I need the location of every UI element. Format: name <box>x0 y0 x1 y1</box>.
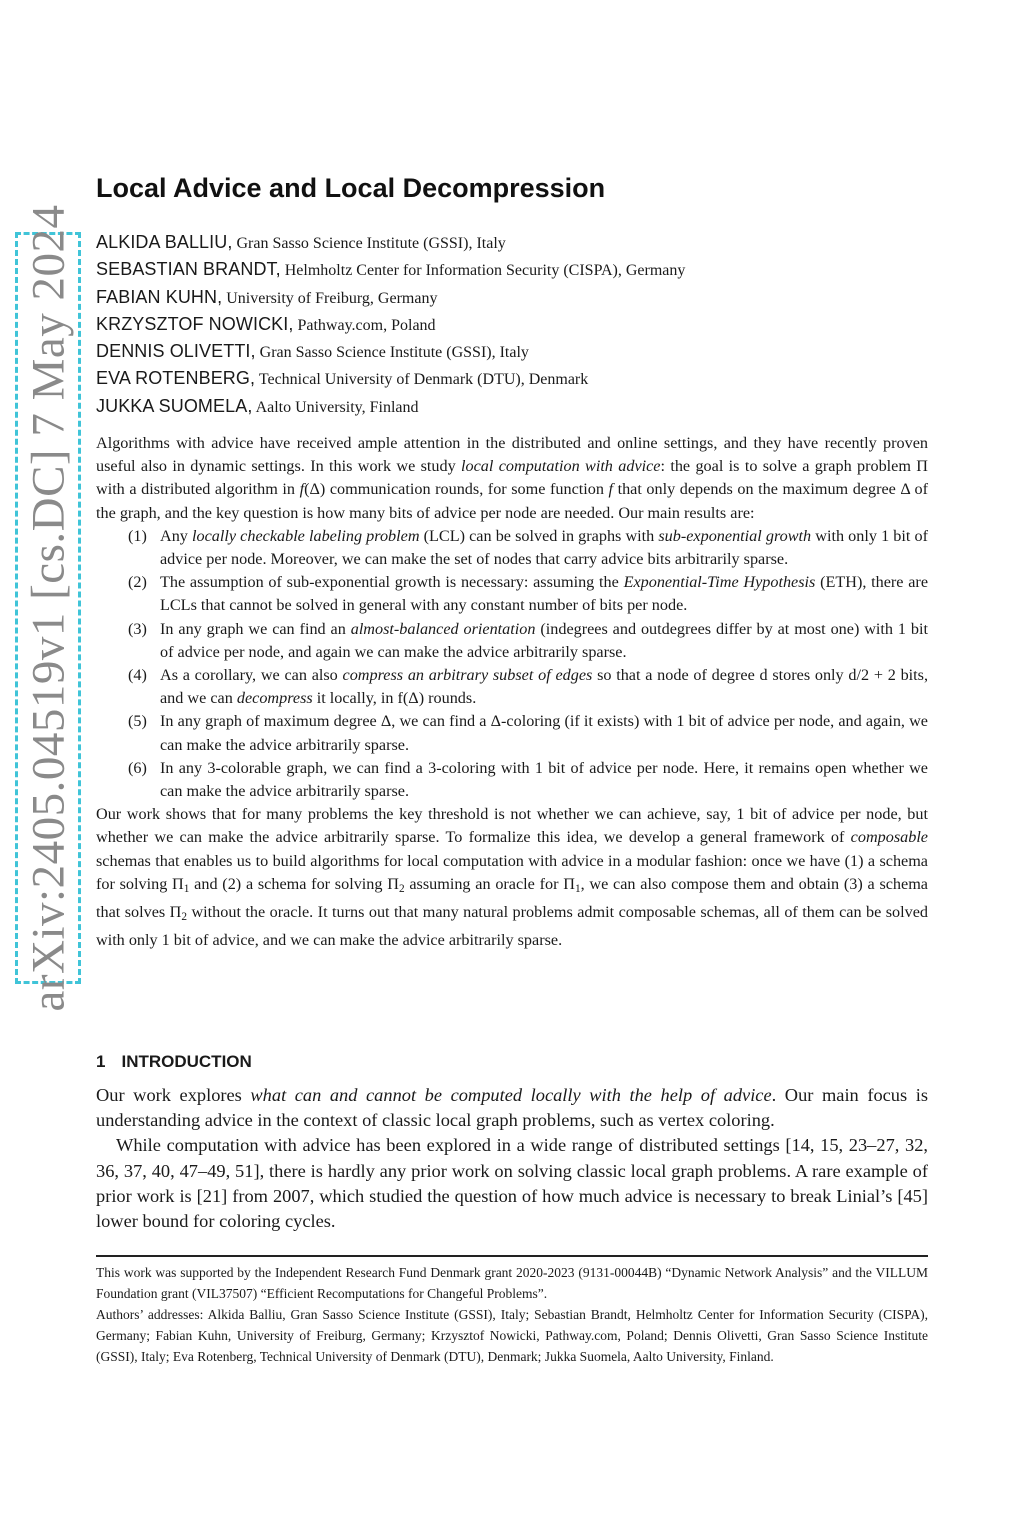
subscript: 2 <box>181 911 188 924</box>
text-run: and (2) a schema for solving Π <box>189 874 399 893</box>
results-list <box>96 525 928 803</box>
funding-note: This work was supported by the Independent Research Fund Denmark grant 2020-2023 (9131-00044B) “Dynamic Network Analysis” and the VILLUM Foundation grant (VIL37507) “Efficient Recomputations for Changeful Problems”. <box>96 1265 928 1301</box>
paper-title: Local Advice and Local Decompression <box>96 173 606 203</box>
emphasis: compress an arbitrary subset of edges <box>342 666 593 685</box>
abstract-paragraph <box>96 432 928 525</box>
author-name: KRZYSZTOF NOWICKI, <box>96 313 294 334</box>
author-affiliation: Aalto University, Finland <box>252 398 419 416</box>
body-paragraph <box>96 1083 928 1133</box>
author-name: JUKKA SUOMELA, <box>96 395 253 416</box>
text-run: As a corollary, we can also <box>160 666 343 685</box>
introduction-body <box>96 1083 928 1234</box>
text-run: (indegrees and outdegrees differ by at most one) with 1 bit of advice per node, and again we can make the advice arbitrarily sparse. <box>160 619 929 661</box>
result-number: (4) <box>128 666 147 685</box>
text-run: Our work explores <box>96 1085 251 1105</box>
text-run: The assumption of sub-exponential growth is necessary: assuming the <box>160 573 624 592</box>
author-item <box>96 396 685 423</box>
text-run: Our work shows that for many problems the key threshold is not whether we can achieve, say, 1 bit of advice per node, but whether we can make the advice arbitrarily sparse. To formalize this idea, we develop a general framework of <box>96 805 928 847</box>
arxiv-stamp <box>15 204 81 1012</box>
author-affiliation: Pathway.com, Poland <box>293 316 436 334</box>
author-list <box>96 232 685 423</box>
body-paragraph: While computation with advice has been explored in a wide range of distributed settings [14, 15, 23–27, 32, 36, 37, 40, 47–49, 51], there is hardly any prior work on solving classic local graph problems. A rare example of prior work is [21] from 2007, which studied the question of how much advice is necessary to break Linial’s [45] lower bound for coloring cycles. <box>96 1135 928 1232</box>
result-number: (1) <box>128 526 147 545</box>
addresses-note: Authors’ addresses: Alkida Balliu, Gran Sasso Science Institute (GSSI), Italy; Sebastian Brandt, Helmholtz Center for Information Security (CISPA), Germany; Fabian Kuhn, University of Freiburg, Germany; Krzysztof Nowicki, Pathway.com, Poland; Dennis Olivetti, Gran Sasso Science Institute (GSSI), Italy; Eva Rotenberg, Technical University of Denmark (DTU), Denmark; Jukka Suomela, Aalto University, Finland. <box>96 1307 928 1364</box>
subscript: 1 <box>574 882 581 895</box>
result-item <box>96 664 928 710</box>
arxiv-stamp-text: arXiv:2405.04519v1 [cs.DC] 7 May 2024 <box>22 204 74 1012</box>
emphasis: almost-balanced orientation <box>350 619 536 638</box>
text-run: : the goal is to solve a graph problem Π with a distributed algorithm in <box>96 457 928 499</box>
text-run: Algorithms with advice have received ample attention in the distributed and online settings, and they have recently proven useful also in dynamic settings. In this work we study <box>96 434 928 476</box>
text-run: In any graph of maximum degree Δ, we can find a Δ-coloring (if it exists) with 1 bit of advice per node, and again, we can make the advice arbitrarily sparse. <box>160 712 928 754</box>
text-run: with only 1 bit of advice per node. Moreover, we can make the set of nodes that carry advice bits arbitrarily sparse. <box>160 526 928 569</box>
subscript: 1 <box>183 882 190 895</box>
text-run: In any graph we can find an <box>160 619 351 638</box>
author-item <box>96 259 685 286</box>
result-item <box>96 618 928 664</box>
author-item <box>96 341 685 368</box>
emphasis: local computation with advice <box>461 457 661 476</box>
text-run: that only depends on the maximum degree Δ of the graph, and the key question is how many bits of advice per node are needed. Our main results are: <box>96 480 928 522</box>
text-run: (LCL) can be solved in graphs with <box>419 526 659 545</box>
section-title: INTRODUCTION <box>121 1052 252 1071</box>
result-number: (6) <box>128 758 147 777</box>
math-f: f <box>608 480 614 499</box>
result-number: (2) <box>128 573 147 592</box>
author-affiliation: Technical University of Denmark (DTU), Denmark <box>255 371 589 389</box>
author-name: EVA ROTENBERG, <box>96 368 256 389</box>
emphasis: what can and cannot be computed locally with the help of advice <box>250 1085 772 1105</box>
author-affiliation: Helmholtz Center for Information Security (CISPA), Germany <box>280 262 686 280</box>
subscript: 2 <box>398 882 405 895</box>
author-affiliation: University of Freiburg, Germany <box>222 289 438 307</box>
result-item <box>96 757 928 803</box>
text-run: , we can also compose them and obtain (3) a schema that solves Π <box>96 874 928 922</box>
result-item <box>96 710 928 756</box>
math-f: f <box>299 480 305 499</box>
text-run: schemas that enables us to build algorithms for local computation with advice in a modular fashion: once we have (1) a schema for solving Π <box>96 851 928 893</box>
text-run: (ETH), there are LCLs that cannot be solved in general with any constant number of bits per node. <box>160 573 929 615</box>
text-run: assuming an oracle for Π <box>404 874 575 893</box>
author-item <box>96 314 685 341</box>
text-run: . Our main focus is understanding advice in the context of classic local graph problems, such as vertex coloring. <box>96 1085 928 1131</box>
abstract <box>96 432 928 952</box>
author-name: SEBASTIAN BRANDT, <box>96 259 281 280</box>
author-item <box>96 287 685 314</box>
footnote-rule <box>96 1255 928 1257</box>
emphasis: Exponential-Time Hypothesis <box>623 573 816 592</box>
text-run: In any 3-colorable graph, we can find a 3-coloring with 1 bit of advice per node. Here, it remains open whether we can make the advice arbitrarily sparse. <box>160 758 928 801</box>
text-run: it locally, in f(Δ) rounds. <box>312 689 477 708</box>
result-item <box>96 571 928 617</box>
result-number: (5) <box>128 712 147 731</box>
emphasis: composable <box>850 828 928 847</box>
text-run: (Δ) communication rounds, for some function <box>304 480 609 499</box>
author-name: FABIAN KUHN, <box>96 286 223 307</box>
author-name: DENNIS OLIVETTI, <box>96 341 256 362</box>
author-item <box>96 232 685 259</box>
text-run: Any <box>160 526 192 545</box>
author-affiliation: Gran Sasso Science Institute (GSSI), Italy <box>255 344 529 362</box>
author-name: ALKIDA BALLIU, <box>96 232 233 252</box>
emphasis: decompress <box>236 689 313 708</box>
footnotes <box>96 1262 928 1367</box>
section-number: 1 <box>96 1052 106 1071</box>
emphasis: locally checkable labeling problem <box>192 526 420 545</box>
result-item <box>96 525 928 571</box>
section-heading <box>96 1052 252 1072</box>
text-run: without the oracle. It turns out that many natural problems admit composable schemas, all of them can be solved with only 1 bit of advice, and we can make the advice arbitrarily sparse. <box>96 903 928 950</box>
author-affiliation: Gran Sasso Science Institute (GSSI), Italy <box>232 235 506 252</box>
author-item <box>96 368 685 395</box>
text-run: so that a node of degree d stores only d/2 + 2 bits, and we can <box>160 666 929 708</box>
result-number: (3) <box>128 619 147 638</box>
abstract-paragraph <box>96 803 928 952</box>
emphasis: sub-exponential growth <box>658 526 812 545</box>
